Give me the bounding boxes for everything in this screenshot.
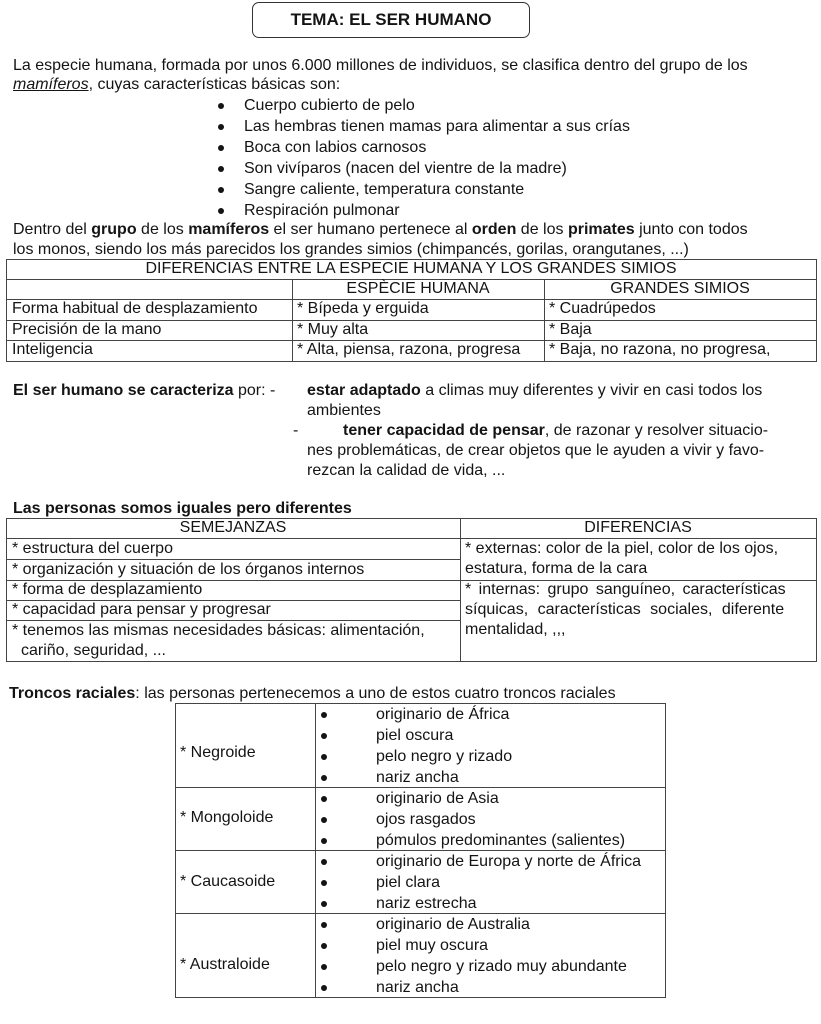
bullet-icon [218,145,224,151]
trait: originario de Europa y norte de África [376,853,642,870]
trait: nariz estrecha [376,895,477,912]
table-cell: Forma habitual de desplazamiento [12,300,258,317]
list-item: Boca con labios carnosos [244,139,427,156]
table-border [460,518,461,662]
text: junto con todos [634,221,748,238]
table-cell: estatura, forma de la cara [465,560,648,577]
intro-line-2 [13,75,340,95]
caracteriza-dash: - [293,422,299,439]
bullet-icon [321,775,327,781]
table-border [6,361,816,362]
trait: originario de Asia [376,790,499,807]
text: por: - [233,382,276,399]
trait: pelo negro y rizado [376,748,513,765]
table-border [175,703,176,998]
table-title: DIFERENCIAS ENTRE LA ESPECIE HUMANA Y LOS GRANDES SIMIOS [145,260,677,277]
bullet-icon [321,838,327,844]
table-cell: síquicas, características sociales, diferente [465,601,785,618]
table-cell: * organización y situación de los órganos internos [12,561,365,578]
bullet-icon [218,103,224,109]
list-item: Cuerpo cubierto de pelo [244,97,415,114]
bullet-icon [321,859,327,865]
table-border [665,703,666,998]
trait: originario de África [376,706,510,723]
bold-term: grupo [91,221,137,238]
bullet-icon [218,208,224,214]
group-name: * Australoide [180,956,270,973]
table-cell: * tenemos las mismas necesidades básicas: alimentación, [12,622,425,639]
text: el ser humano pertenece al [269,221,472,238]
list-item: Respiración pulmonar [244,202,400,219]
table-cell: * internas: grupo sanguíneo, características [465,581,786,598]
table-cell: * Baja, no razona, no progresa, [549,341,771,358]
column-header: ESPÈCIE HUMANA [346,280,490,297]
column-header: DIFERENCIAS [584,519,692,536]
text: de los [136,221,189,238]
text: : las personas pertenecemos a uno de estos cuatro troncos raciales [135,685,616,702]
group-name: * Mongoloide [180,809,274,826]
bullet-icon [218,187,224,193]
bullet-icon [321,712,327,718]
bold-term: orden [471,221,517,238]
table-border [6,518,7,662]
trait: ojos rasgados [376,811,476,828]
table-cell: * estructura del cuerpo [12,540,173,557]
text: a climas muy diferentes y vivir en casi todos los [420,382,763,399]
table-border [6,661,816,662]
table-cell: * Bípeda y erguida [297,300,429,317]
intro-line-1: La especie humana, formada por unos 6.000 millones de individuos, se clasifica dentro del grupo de los [13,57,748,74]
group-name: * Negroide [180,744,256,761]
text: , de razonar y resolver situacio- [544,422,769,439]
bullet-icon [321,817,327,823]
text: de los [516,221,568,238]
table-cell: * Baja [549,321,592,338]
table-cell: * Cuadrúpedos [549,300,656,317]
caracteriza-item-1 [307,381,762,401]
table-cell: Inteligencia [12,341,93,358]
caracteriza-item-2 [343,421,768,441]
group-name: * Caucasoide [180,873,276,890]
bullet-icon [321,964,327,970]
caracteriza-item-1-line-2: ambientes [307,402,381,419]
trait: piel oscura [376,727,454,744]
bullet-icon [321,922,327,928]
section-heading: Las personas somos iguales pero diferentes [13,500,352,517]
bullet-icon [321,901,327,907]
mamiferos-term: mamíferos [13,76,89,93]
table-border [816,259,817,362]
trait: piel clara [376,874,441,891]
bold-term: Troncos raciales [9,685,136,702]
trait: pelo negro y rizado muy abundante [376,958,627,975]
primates-line-2: los monos, siendo los más parecidos los grandes simios (chimpancés, gorilas, orangutanes, ...) [13,241,689,258]
bold-term: primates [567,221,635,238]
bullet-icon [321,880,327,886]
table-cell: mentalidad, ,,, [465,621,566,638]
bold-term: tener capacidad de pensar [343,422,545,439]
intro-line-2-rest: , cuyas características básicas son: [88,76,341,93]
bold-term: mamíferos [188,221,270,238]
bold-term: estar adaptado [307,382,421,399]
table-border [816,518,817,662]
text: Dentro del [13,221,92,238]
trait: nariz ancha [376,979,459,996]
caracteriza-item-2-line-3: rezcan la calidad de vida, ... [307,462,506,479]
trait: nariz ancha [376,769,459,786]
column-header: SEMEJANZAS [179,519,287,536]
list-item: Las hembras tienen mamas para alimentar a sus crías [244,118,630,135]
bullet-icon [218,124,224,130]
troncos-lead [9,684,616,704]
bullet-icon [321,733,327,739]
table-border [175,703,665,704]
table-border [315,703,316,998]
page-title: TEMA: EL SER HUMANO [252,2,530,38]
table-cell: * capacidad para pensar y progresar [12,601,271,618]
trait: pómulos predominantes (salientes) [376,832,626,849]
primates-line-1 [13,220,748,240]
column-header: GRANDES SIMIOS [610,280,750,297]
table-cell: * Muy alta [297,321,369,338]
bullet-icon [218,166,224,172]
list-item: Son vivíparos (nacen del vientre de la madre) [244,160,567,177]
trait: piel muy oscura [376,937,489,954]
bold-term: El ser humano se caracteriza [13,382,234,399]
table-cell: cariño, seguridad, ... [21,642,166,659]
table-cell: Precisión de la mano [12,321,162,338]
caracteriza-lead [13,381,275,401]
caracteriza-item-2-line-2: nes problemáticas, de crear objetos que le ayuden a vivir y favo- [307,442,765,459]
bullet-icon [321,754,327,760]
bullet-icon [321,796,327,802]
trait: originario de Australia [376,916,530,933]
bullet-icon [321,985,327,991]
list-item: Sangre caliente, temperatura constante [244,181,525,198]
table-cell: * forma de desplazamiento [12,581,203,598]
table-cell: * Alta, piensa, razona, progresa [297,341,521,358]
bullet-icon [321,943,327,949]
table-cell: * externas: color de la piel, color de los ojos, [465,540,779,557]
